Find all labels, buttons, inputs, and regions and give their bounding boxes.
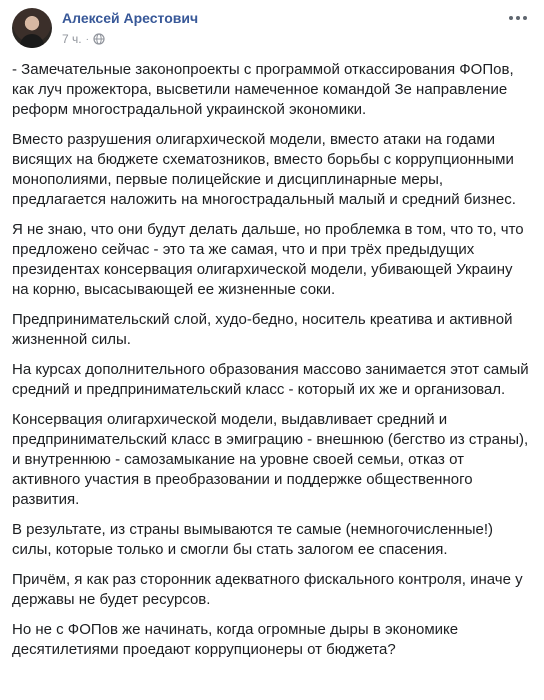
- post-timestamp[interactable]: 7 ч.: [62, 32, 82, 46]
- post-paragraph: Консервация олигархической модели, выдавливает средний и предпринимательский класс в эмиграцию - внешнюю (бегство из страны), и внутреннюю - самозамыкание на уровне своей семьи, отказ от активного участия в преобразовании и поддержке общественного развития.: [12, 411, 529, 508]
- post-paragraph: Предпринимательский слой, худо-бедно, носитель креатива и активной жизненной силы.: [12, 311, 513, 348]
- post-paragraph: В результате, из страны вымываются те самые (немногочисленные!) силы, которые только и смогли бы стать залогом ее спасения.: [12, 521, 494, 558]
- post-paragraph: Но не с ФОПов же начинать, когда огромные дыры в экономике десятилетиями проедают коррупционеры от бюджета?: [12, 621, 459, 658]
- post-paragraph: На курсах дополнительного образования массово занимается этот самый средний и предпринимательский класс - который их же и организовал.: [12, 361, 529, 398]
- post-paragraph: Причём, я как раз сторонник адекватного фискального контроля, иначе у державы не будет ресурсов.: [12, 571, 523, 608]
- author-avatar[interactable]: [12, 8, 52, 48]
- more-options-icon[interactable]: [508, 12, 528, 24]
- post-paragraph: Вместо разрушения олигархической модели, вместо атаки на годами висящих на бюджете схематозников, вместо борьбы с коррупционными монополиями, первые полицейские и дисциплинарные меры, предлагается наложить на многострадальный малый и средний бизнес.: [12, 131, 516, 208]
- post-paragraph: - Замечательные законопроекты с программой откассирования ФОПов, как луч прожектора, высветили намеченное командой Зе направление реформ многострадальной украинской экономики.: [12, 61, 514, 118]
- meta-separator: ·: [85, 33, 89, 45]
- post-paragraph: Я не знаю, что они будут делать дальше, но проблемка в том, что то, что предложено сейчас - это та же самая, что и при трёх предыдущих президентах консервация олигархической модели, убивающей Украину на корню, высасывающей ее жизненные соки.: [12, 221, 524, 298]
- post-body: [12, 60, 532, 670]
- globe-icon[interactable]: [93, 33, 105, 45]
- post-header: [12, 8, 532, 52]
- post-meta: [62, 32, 105, 46]
- author-name[interactable]: Алексей Арестович: [62, 10, 199, 26]
